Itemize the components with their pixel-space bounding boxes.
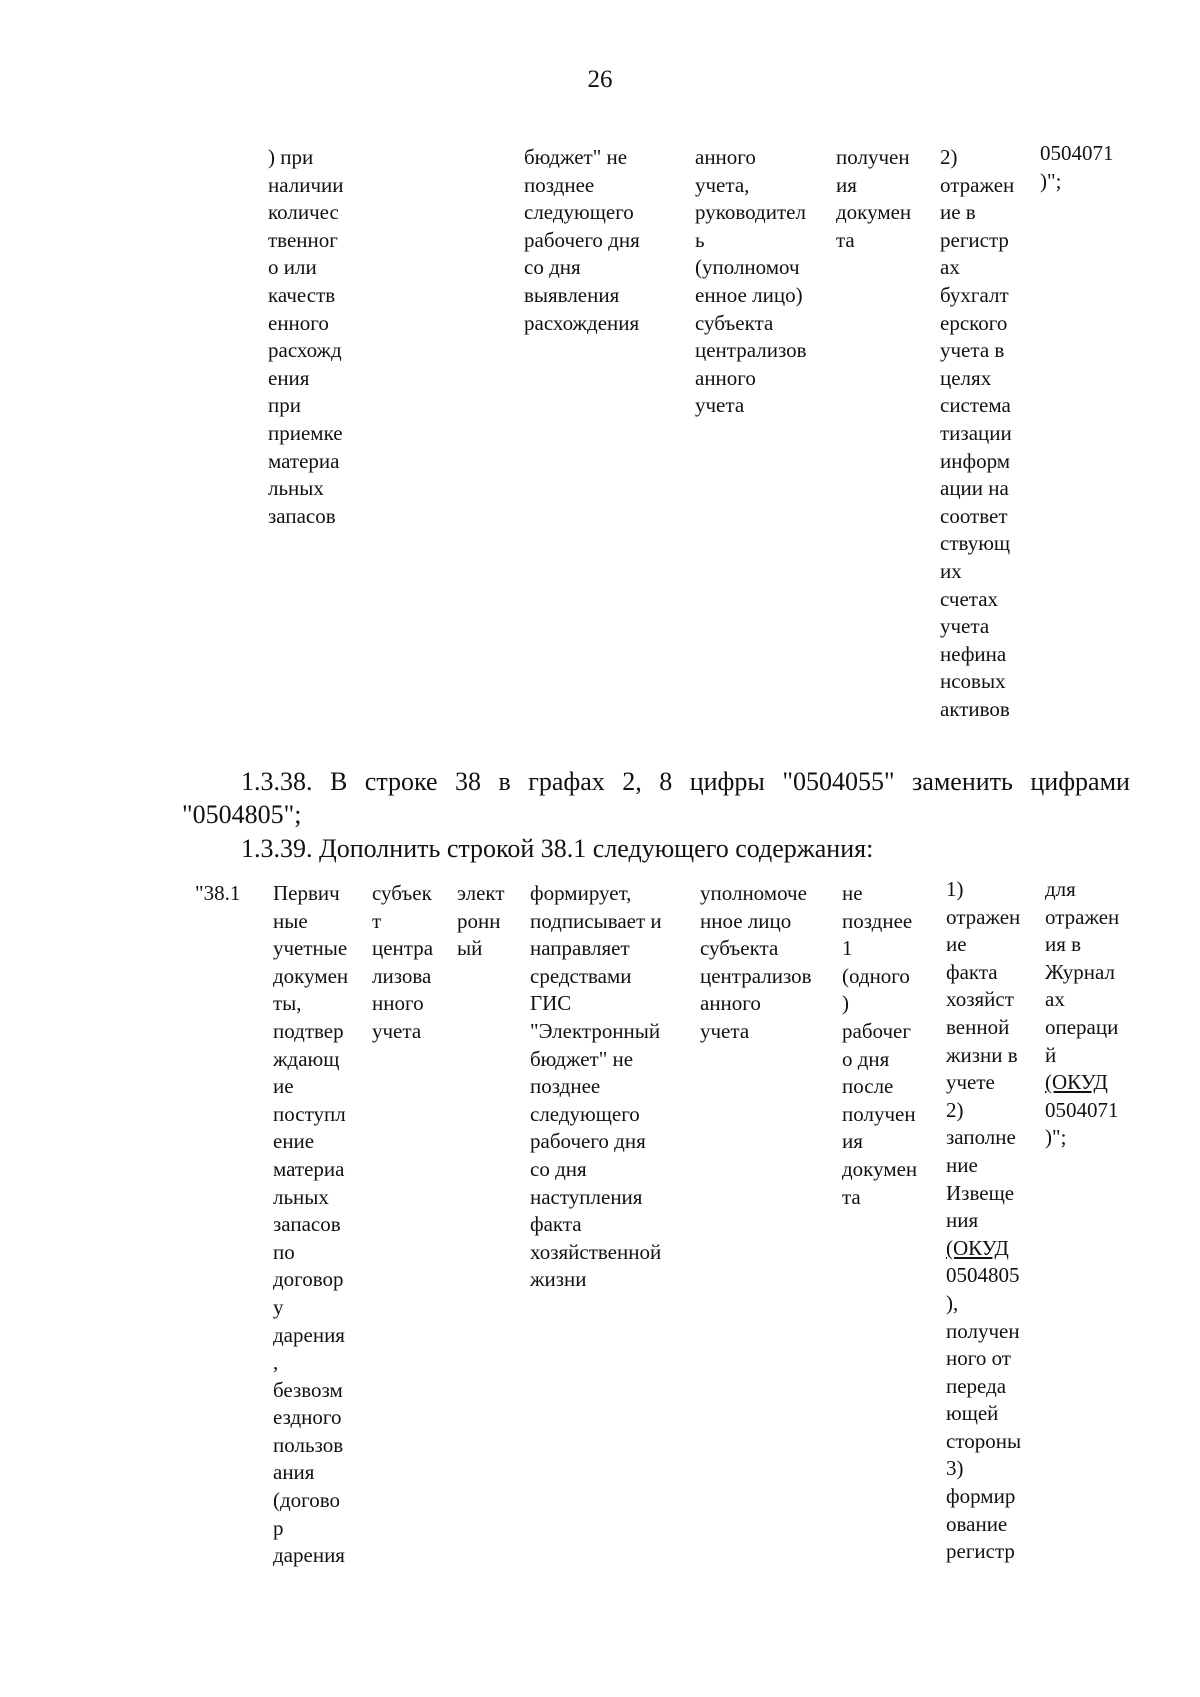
action-okud: (ОКУД	[946, 1235, 1009, 1260]
top-cell-action: 2) отражен ие в регистр ах бухгалт ерского учета в целях система тизации информ ации на соответ ствующ их счетах учета нефина нсовых активов	[940, 145, 1015, 721]
action-text-b: 0504805 ), получен ного от переда ющей стороны 3) формир ование регистр	[946, 1263, 1022, 1564]
top-cell-responsible: анного учета, руководител ь (уполномоч енное лицо) субъекта централизов анного учета	[695, 145, 807, 418]
paragraph-1-3-39: 1.3.39. Дополнить строкой 38.1 следующего содержания:	[241, 834, 874, 863]
row-cell-term: не позднее 1 (одного ) рабочег о дня после получен ия докумен та	[842, 881, 918, 1209]
top-cell-term: получен ия докумен та	[836, 145, 912, 252]
row-cell-creator: субъек т центра лизова нного учета	[372, 881, 434, 1043]
row-cell-responsible: уполномоче нное лицо субъекта централизов анного учета	[700, 881, 812, 1043]
row-cell-form: элект ронн ый	[457, 881, 505, 961]
row-cell-number: "38.1	[195, 881, 241, 905]
action-text-a: 1) отражен ие факта хозяйст венной жизни в учете 2) заполне ние Извеще ния	[946, 877, 1021, 1233]
registry-text-b: 0504071 )";	[1045, 1097, 1119, 1150]
paragraph-1-line1: 1.3.38. В строке 38 в графах 2, 8 цифры "0504055" заменить цифрами	[241, 767, 1130, 796]
top-cell-deadline: бюджет" не позднее следующего рабочего дня со дня выявления расхождения	[524, 145, 640, 335]
top-cell-reason: ) при наличии количес твенног о или качеств енного расхожд ения при приемке материа льных запасов	[268, 145, 344, 528]
top-cell-registry: 0504071 )";	[1040, 141, 1114, 193]
registry-text-a: для отражен ия в Журнал ах операци й	[1045, 877, 1120, 1067]
paragraph-1-line2: "0504805";	[182, 800, 302, 829]
page-number: 26	[587, 66, 613, 93]
row-cell-action	[946, 876, 1021, 1566]
row-cell-document: Первич ные учетные докумен ты, подтвер ждающ ие поступл ение материа льных запасов по договор у дарения , безвозм ездного пользов ания (догово р дарения	[273, 881, 349, 1568]
row-cell-registry	[1045, 876, 1119, 1152]
row-cell-deadline: формирует, подписывает и направляет средствами ГИС "Электронный бюджет" не позднее следующего рабочего дня со дня наступления факта хозяйственной жизни	[530, 881, 662, 1292]
registry-okud: (ОКУД	[1045, 1070, 1108, 1095]
